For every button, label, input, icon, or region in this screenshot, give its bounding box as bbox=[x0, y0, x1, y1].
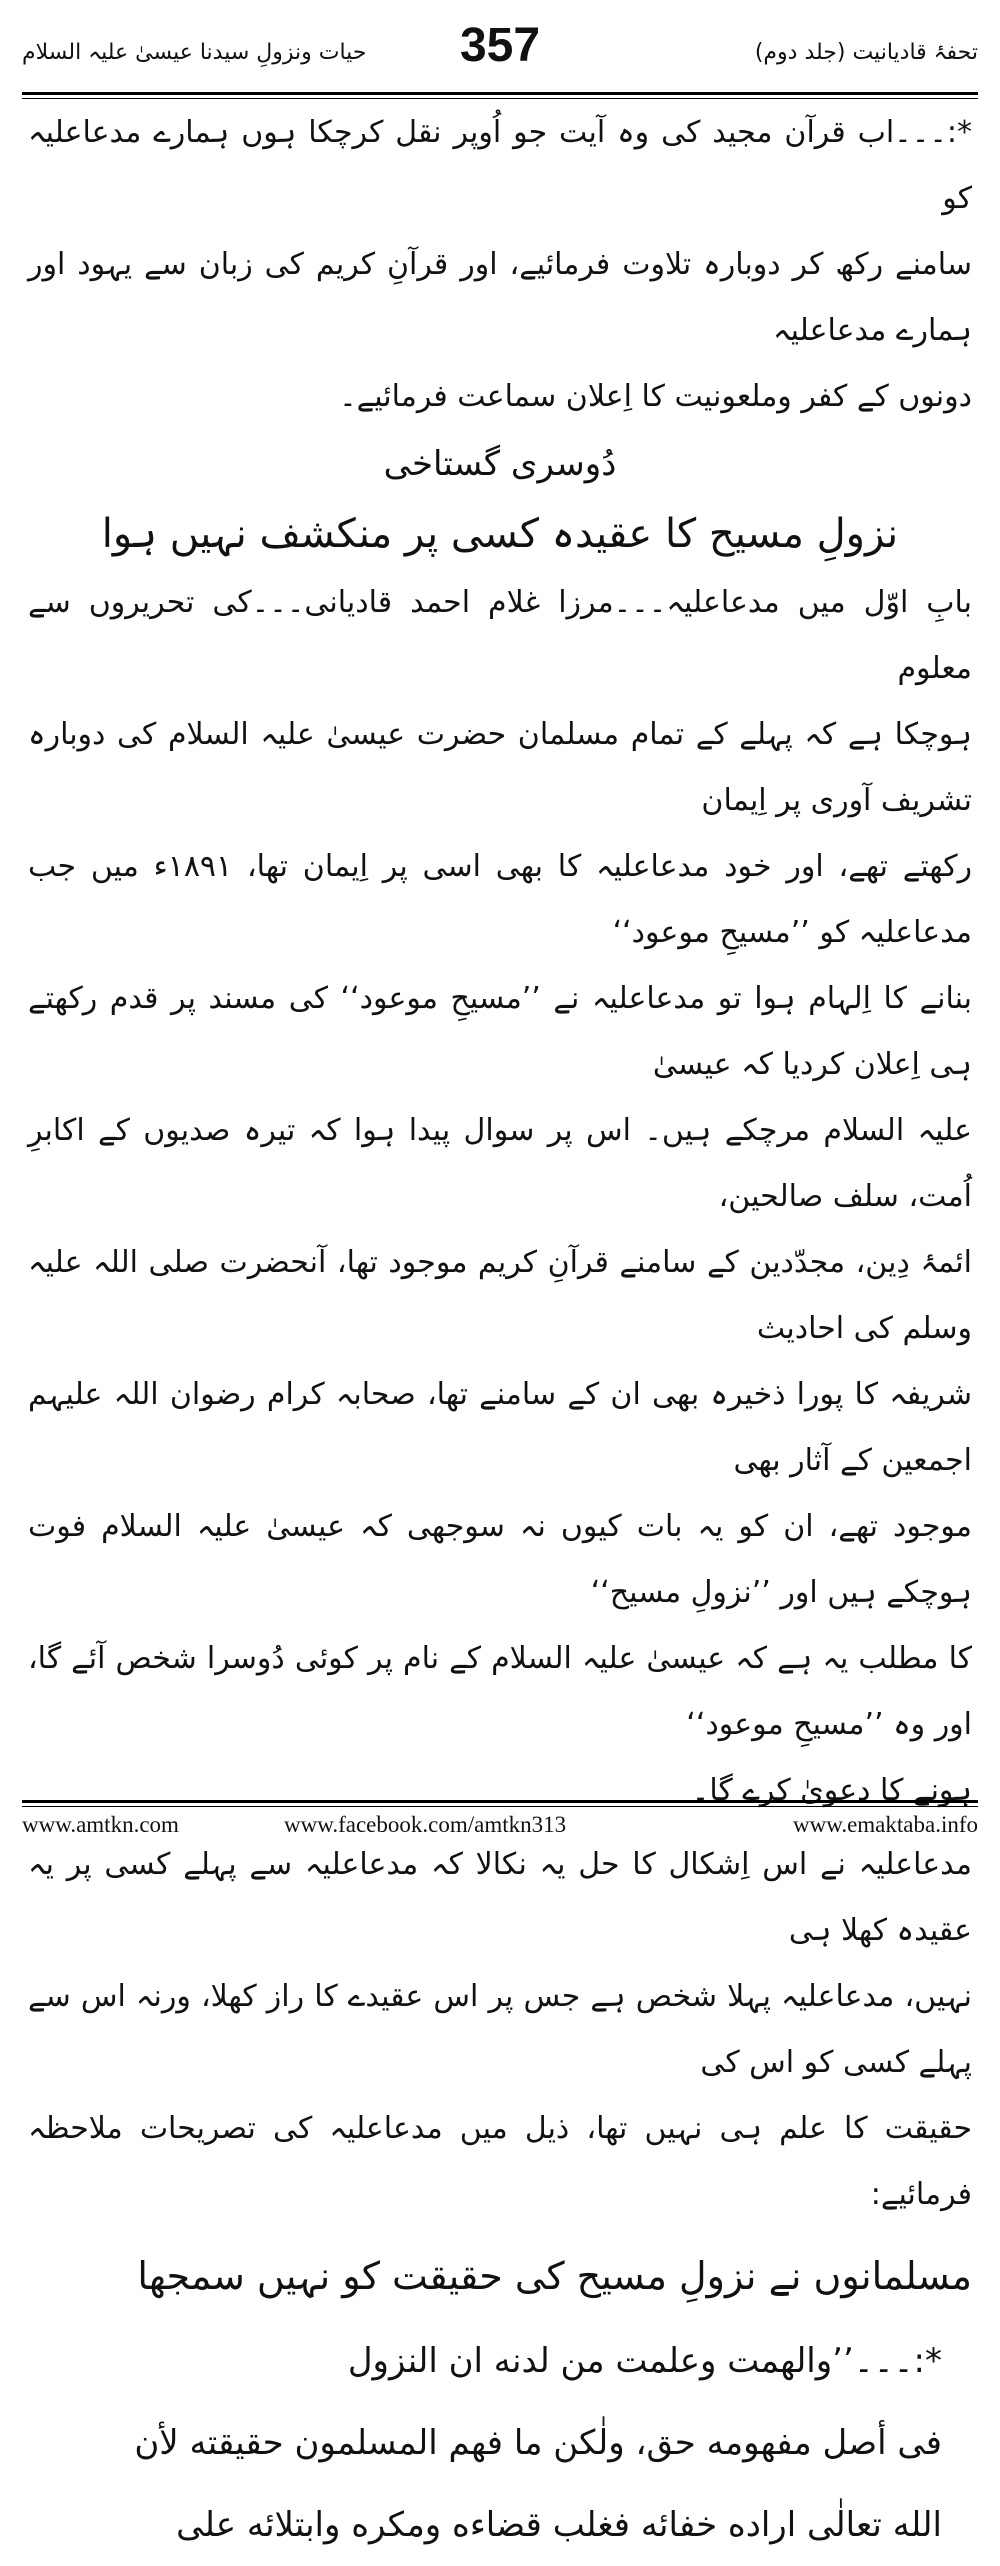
page-header bbox=[22, 18, 978, 88]
footer-link-amtkn[interactable]: www.amtkn.com bbox=[22, 1812, 179, 1837]
footer-link-emaktaba[interactable]: www.emaktaba.info bbox=[793, 1812, 978, 1837]
paragraph-line: موجود تھے، ان کو یہ بات کیوں نہ سوجھی کہ عیسیٰ علیہ السلام فوت ہوچکے ہیں اور ’’نزولِ مسیح‘‘ bbox=[28, 1509, 972, 1610]
page-number: 357 bbox=[459, 19, 541, 72]
section-subheading: نزولِ مسیح کا عقیدہ کسی پر منکشف نہیں ہوا bbox=[101, 511, 899, 557]
book-title: تحفۂ قادیانیت (جلد دوم) bbox=[754, 40, 978, 65]
arabic-quote-line: *:۔۔۔’’والهمت وعلمت من لدنه ان النزول bbox=[347, 2341, 942, 2381]
section-heading: دُوسری گستاخی bbox=[383, 444, 617, 484]
paragraph-line: علیہ السلام مرچکے ہیں۔ اس پر سوال پیدا ہوا کہ تیرہ صدیوں کے اکابرِ اُمت، سلف صالحین، bbox=[28, 1113, 972, 1214]
paragraph-line: حقیقت کا علم ہی نہیں تھا، ذیل میں مدعاعلیہ کی تصریحات ملاحظہ فرمائیے: bbox=[28, 2111, 972, 2212]
paragraph-line: کا مطلب یہ ہے کہ عیسیٰ علیہ السلام کے نام پر کوئی دُوسرا شخص آئے گا، اور وہ ’’مسیحِ موعود‘‘ bbox=[28, 1641, 972, 1742]
page-body bbox=[28, 100, 972, 2566]
arabic-quote-line: فی أصل مفهومه حق، ولٰکن ما فهم المسلمون حقيقته لأن bbox=[134, 2423, 942, 2463]
arabic-quote-line: الله تعالٰی اراده خفائه فغلب قضاءه ومکره وابتلائه علی bbox=[176, 2505, 942, 2545]
footer-link-facebook[interactable]: www.facebook.com/amtkn313 bbox=[284, 1812, 567, 1837]
intro-line: *:۔۔۔اب قرآن مجید کی وہ آیت جو اُوپر نقل کرچکا ہوں ہمارے مدعاعلیہ کو bbox=[28, 115, 972, 216]
page-footer bbox=[22, 1812, 978, 1842]
intro-line: دونوں کے کفر وملعونیت کا اِعلان سماعت فرمائیے۔ bbox=[339, 379, 972, 414]
chapter-title: حیات ونزولِ سیدنا عیسیٰ علیہ السلام bbox=[22, 40, 367, 65]
paragraph-line: ہونے کا دعویٰ کرے گا۔ bbox=[691, 1773, 972, 1808]
paragraph-line: ہوچکا ہے کہ پہلے کے تمام مسلمان حضرت عیسیٰ علیہ السلام کی دوبارہ تشریف آوری پر اِیمان bbox=[28, 717, 972, 818]
paragraph-line: ائمۂ دِین، مجدّدین کے سامنے قرآنِ کریم موجود تھا، آنحضرت صلی اللہ علیہ وسلم کی احادیث bbox=[28, 1245, 972, 1346]
paragraph-line: بابِ اوّل میں مدعاعلیہ۔۔۔مرزا غلام احمد قادیانی۔۔۔کی تحریروں سے معلوم bbox=[28, 585, 972, 686]
header-divider bbox=[22, 92, 978, 99]
intro-line: سامنے رکھ کر دوبارہ تلاوت فرمائیے، اور قرآنِ کریم کی زبان سے یہود اور ہمارے مدعاعلیہ bbox=[28, 247, 972, 348]
footer-divider bbox=[22, 1800, 978, 1807]
paragraph-line: شریفہ کا پورا ذخیرہ بھی ان کے سامنے تھا، صحابہ کرام رضوان اللہ علیہم اجمعین کے آثار بھی bbox=[28, 1377, 972, 1478]
paragraph-line: بنانے کا اِلہام ہوا تو مدعاعلیہ نے ’’مسیحِ موعود‘‘ کی مسند پر قدم رکھتے ہی اِعلان کردیا کہ عیسیٰ bbox=[28, 981, 972, 1082]
subsection-heading: مسلمانوں نے نزولِ مسیح کی حقیقت کو نہیں سمجھا bbox=[137, 2254, 972, 2298]
paragraph-line: مدعاعلیہ نے اس اِشکال کا حل یہ نکالا کہ مدعاعلیہ سے پہلے کسی پر یہ عقیدہ کھلا ہی bbox=[28, 1847, 972, 1948]
paragraph-line: رکھتے تھے، اور خود مدعاعلیہ کا بھی اسی پر اِیمان تھا، ۱۸۹۱ء میں جب مدعاعلیہ کو ’’مسیحِ موعود‘‘ bbox=[28, 849, 972, 950]
paragraph-line: نہیں، مدعاعلیہ پہلا شخص ہے جس پر اس عقیدے کا راز کھلا، ورنہ اس سے پہلے کسی کو اس کی bbox=[28, 1979, 972, 2080]
